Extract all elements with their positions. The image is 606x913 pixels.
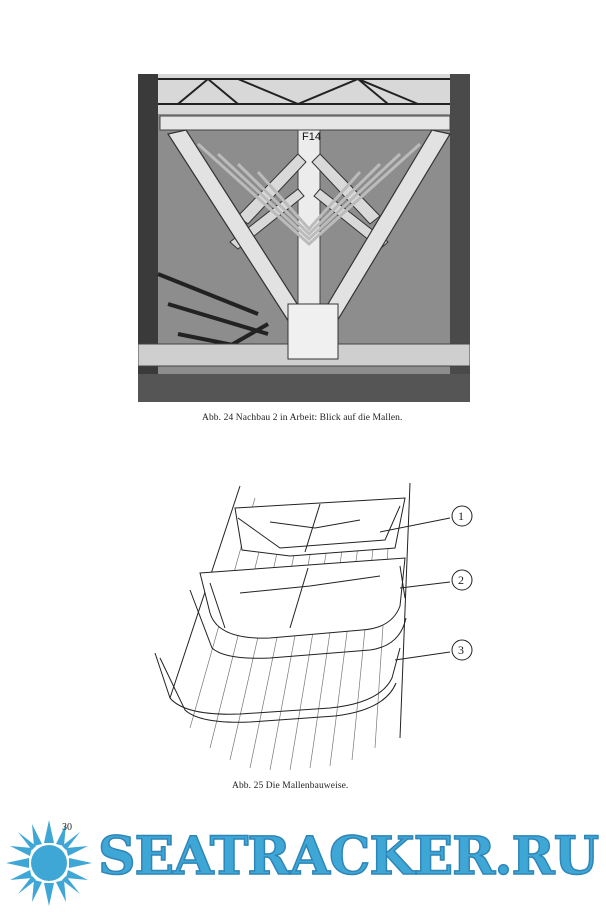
page-number: 30 (62, 822, 72, 833)
figure-25-caption: Abb. 25 Die Mallenbauweise. (232, 781, 349, 791)
sun-icon (4, 818, 94, 908)
figure-24-caption: Abb. 24 Nachbau 2 in Arbeit: Blick auf die Mallen. (202, 413, 403, 423)
construction-photo (138, 74, 470, 402)
post-label: F14 (302, 131, 321, 143)
watermark-text: SEATRACKER.RU (98, 826, 599, 887)
mould-construction-drawing (130, 478, 490, 778)
callout-1-label: 1 (458, 509, 464, 523)
callout-3-label: 3 (458, 643, 464, 657)
callout-2-label: 2 (458, 573, 464, 587)
